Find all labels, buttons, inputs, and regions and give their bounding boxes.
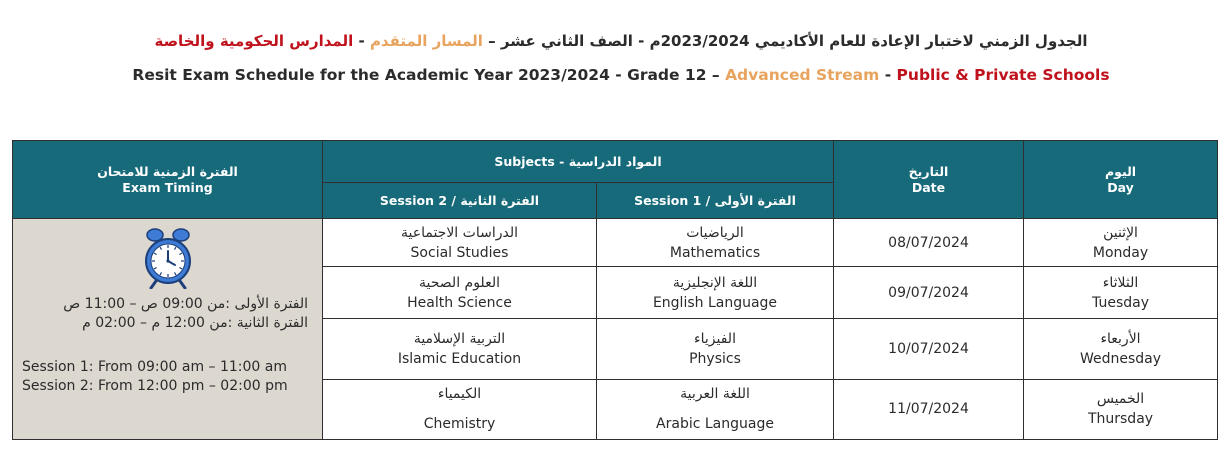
day-ar: الأربعاء xyxy=(1100,331,1141,348)
subject-ar: اللغة العربية xyxy=(680,386,750,403)
subject-en: Chemistry xyxy=(423,416,496,433)
subject-ar: العلوم الصحية xyxy=(419,274,500,291)
timing-english-text xyxy=(22,358,288,396)
timing-arabic-text xyxy=(63,295,308,333)
title-english xyxy=(0,66,1229,84)
subjects-header-label: المواد الدراسية - Subjects xyxy=(494,153,662,169)
timing-english-session1: Session 1: From 09:00 am – 11:00 am xyxy=(22,359,288,375)
title-english-stream: Advanced Stream xyxy=(725,66,880,84)
session2-subject xyxy=(323,379,597,439)
title-arabic-separator: - xyxy=(358,32,365,50)
day-en: Wednesday xyxy=(1079,351,1162,368)
subject-en: Health Science xyxy=(407,294,512,311)
session2-header-label: الفترة الثانية / Session 2 xyxy=(379,192,540,208)
exam-date: 08/07/2024 xyxy=(834,219,1024,267)
session2-header xyxy=(323,183,597,219)
day-header-ar: اليوم xyxy=(1104,163,1137,179)
exam-timing-header-ar: الفترة الزمنية للامتحان xyxy=(97,163,238,179)
session1-header xyxy=(597,183,834,219)
timing-english-session2: Session 2: From 12:00 pm – 02:00 pm xyxy=(22,378,288,394)
title-english-schools: Public & Private Schools xyxy=(896,66,1110,84)
day-ar: الإثنين xyxy=(1103,224,1138,241)
subject-en: Mathematics xyxy=(669,244,761,261)
exam-timing-header-en: Exam Timing xyxy=(122,179,213,195)
exam-timing-header xyxy=(13,141,323,219)
day-ar: الخميس xyxy=(1096,391,1145,408)
title-arabic xyxy=(0,32,1229,50)
subject-ar: الرياضيات xyxy=(686,224,744,241)
exam-timing-cell xyxy=(13,219,323,440)
session1-subject xyxy=(597,267,834,319)
exam-day xyxy=(1024,379,1218,439)
title-english-main: Resit Exam Schedule for the Academic Year 2023/2024 - Grade 12 – xyxy=(132,66,720,84)
session2-subject xyxy=(323,319,597,379)
exam-day xyxy=(1024,219,1218,267)
subject-en: Islamic Education xyxy=(397,351,522,368)
title-arabic-stream: المسار المتقدم xyxy=(369,32,483,50)
subject-ar: الدراسات الاجتماعية xyxy=(401,224,518,241)
timing-arabic-session1: الفترة الأولى :من 09:00 ص – 11:00 ص xyxy=(63,296,308,312)
day-en: Tuesday xyxy=(1092,294,1149,311)
exam-day xyxy=(1024,267,1218,319)
exam-date: 09/07/2024 xyxy=(834,267,1024,319)
exam-date: 10/07/2024 xyxy=(834,319,1024,379)
title-arabic-main: الجدول الزمني لاختبار الإعادة للعام الأكاديمي 2023/2024م - الصف الثاني عشر – xyxy=(488,32,1088,50)
alarm-clock-icon xyxy=(142,227,194,289)
session1-subject xyxy=(597,219,834,267)
title-arabic-schools: المدارس الحكومية والخاصة xyxy=(154,32,354,50)
date-header-en: Date xyxy=(911,179,946,195)
session1-header-label: الفترة الأولى / Session 1 xyxy=(634,192,796,208)
session1-subject xyxy=(597,379,834,439)
day-en: Monday xyxy=(1092,244,1149,261)
exam-schedule-table xyxy=(12,140,1218,440)
subject-en: Arabic Language xyxy=(656,416,774,433)
subjects-header xyxy=(323,141,834,183)
subject-ar: اللغة الإنجليزية xyxy=(672,274,758,291)
exam-day xyxy=(1024,319,1218,379)
day-header xyxy=(1024,141,1218,219)
subject-ar: التربية الإسلامية xyxy=(413,331,506,348)
day-en: Thursday xyxy=(1087,411,1154,428)
title-english-separator: - xyxy=(884,66,892,84)
date-header xyxy=(834,141,1024,219)
table-row xyxy=(13,219,1218,267)
subject-en: Physics xyxy=(689,351,741,368)
exam-date: 11/07/2024 xyxy=(834,379,1024,439)
session2-subject xyxy=(323,267,597,319)
session1-subject xyxy=(597,319,834,379)
timing-arabic-session2: الفترة الثانية :من 12:00 م – 02:00 م xyxy=(82,315,308,331)
subject-ar: الكيمياء xyxy=(437,386,482,403)
subject-en: Social Studies xyxy=(410,244,509,261)
day-header-en: Day xyxy=(1107,179,1134,195)
day-ar: الثلاثاء xyxy=(1102,274,1139,291)
subject-en: English Language xyxy=(652,294,778,311)
session2-subject xyxy=(323,219,597,267)
subject-ar: الفيزياء xyxy=(694,331,736,348)
date-header-ar: التاريخ xyxy=(908,163,949,179)
